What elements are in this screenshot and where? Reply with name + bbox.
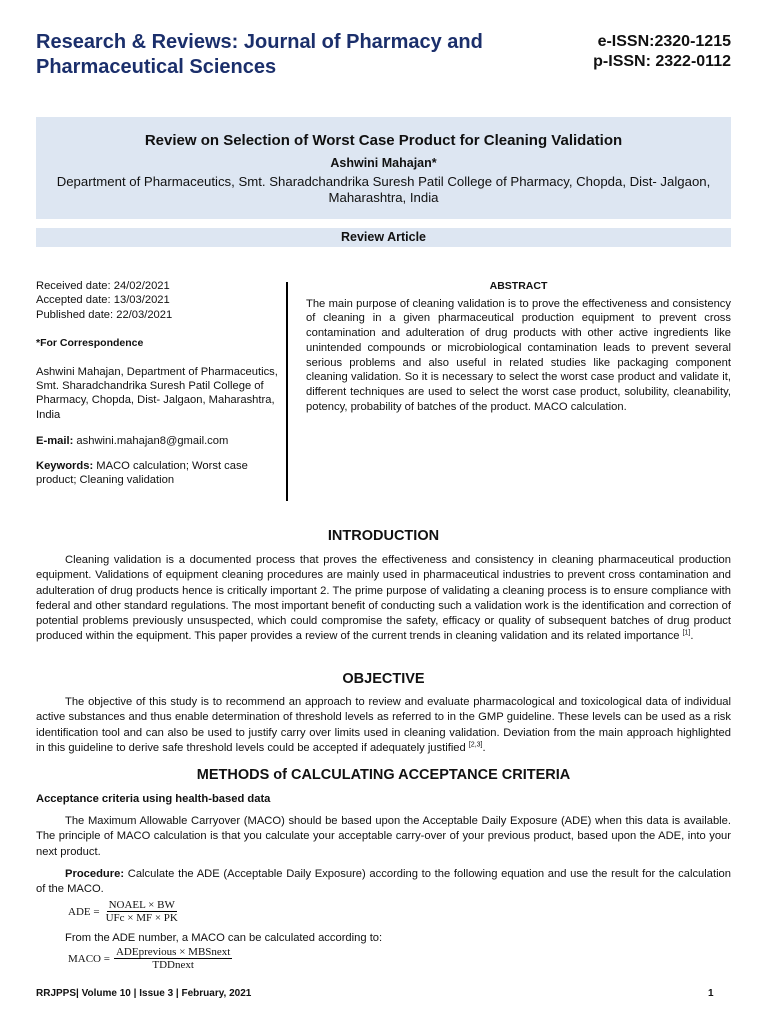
pissn: p-ISSN: 2322-0112 bbox=[593, 53, 731, 70]
maco-denominator: TDDnext bbox=[152, 959, 194, 971]
column-divider bbox=[286, 282, 288, 501]
ade-equation bbox=[68, 899, 180, 924]
methods-heading: METHODS of CALCULATING ACCEPTANCE CRITERIA bbox=[196, 767, 571, 783]
maco-numerator: ADEprevious × MBSnext bbox=[115, 946, 231, 958]
procedure-label: Procedure: bbox=[65, 868, 125, 880]
introduction-ref: [1] bbox=[682, 629, 691, 637]
email-address[interactable]: ashwini.mahajan8@gmail.com bbox=[73, 435, 229, 448]
objective-body: The objective of this study is to recommend an approach to review and evaluate pharmacological and toxicological data of individual active substances and thus enable determination of threshold levels as referred to in the GMP guideline. These levels can be used as a risk identification tool and can also be used to justify carry over limits used in cleaning validation. Deviation from the main approach highlighted in this guideline to derive safe threshold levels could be accepted if adequately justified bbox=[36, 696, 731, 754]
ade-fraction bbox=[104, 899, 180, 924]
footer-citation: RRJPPS| Volume 10 | Issue 3 | February, 2021 bbox=[36, 988, 252, 999]
article-meta bbox=[36, 279, 281, 487]
accepted-date: Accepted date: 13/03/2021 bbox=[36, 294, 170, 307]
journal-title bbox=[36, 30, 536, 80]
methods-subheading: Acceptance criteria using health-based data bbox=[36, 793, 271, 805]
ade-numerator: NOAEL × BW bbox=[108, 899, 175, 911]
ade-denominator: UFc × MF × PK bbox=[105, 912, 178, 924]
methods-para1: The Maximum Allowable Carryover (MACO) should be based upon the Acceptable Daily Exposure (ADE) when this data is available. The principle of MACO calculation is that you calculate your acceptable carry-over of your previous product, based upon the ADE, into your next product. bbox=[36, 815, 731, 858]
maco-fraction bbox=[114, 946, 232, 971]
objective-ref: [2,3] bbox=[468, 741, 483, 749]
author: Ashwini Mahajan* bbox=[330, 156, 437, 170]
correspondence-text: Ashwini Mahajan, Department of Pharmaceutics, Smt. Sharadchandrika Suresh Patil College of Pharmacy, Chopda, Dist- Jalgaon, Maharashtra, India bbox=[36, 365, 278, 421]
abstract-text: The main purpose of cleaning validation is to prove the effectiveness and consistency of cleaning in a given pharmaceutical production equipment to prevent cross contamination and adulteration of drug products with other active ingredients like unintended compounds or microbiological contamination leads to prevent several serious problems and also useful in related studies like packaging component cleaning validation. So it is necessary to select the worst case product and validate it, different techniques are used to select the worst case product, solubility, cleanability, potency, probability of batches of the product. MACO calculation. bbox=[306, 297, 731, 413]
abstract-heading: ABSTRACT bbox=[489, 280, 548, 292]
introduction-heading: INTRODUCTION bbox=[327, 528, 440, 544]
introduction-end: . bbox=[690, 630, 694, 643]
published-date: Published date: 22/03/2021 bbox=[36, 308, 173, 321]
affiliation: Department of Pharmaceutics, Smt. Sharadchandrika Suresh Patil College of Pharmacy, Chopda, Dist- Jalgaon, Maharashtra, India bbox=[56, 174, 711, 205]
objective-end: . bbox=[482, 741, 486, 754]
introduction-body: Cleaning validation is a documented process that proves the effectiveness and consistency in cleaning pharmaceutical production equipment. Validations of equipment cleaning procedures are mainly used in pharmaceutical industries to prevent cross contamination and adulteration of drug products hence is critically important 2. The prime purpose of validating a cleaning process is to ensure compliance with federal and other standard regulations. The most important benefit of conducting such a validation work is the identification and correction of potential problems previously unsuspected, which could compromise the safety, efficacy or quality of subsequent batches of drug product produced within the equipment. This paper provides a review of the current trends in cleaning validation and its related importance bbox=[36, 554, 731, 643]
page-number: 1 bbox=[708, 988, 714, 999]
procedure-para bbox=[36, 867, 731, 898]
keywords: MACO calculation; Worst case product; Cleaning validation bbox=[36, 459, 248, 487]
title-box bbox=[36, 117, 731, 219]
correspondence-label: *For Correspondence bbox=[36, 337, 144, 350]
received-date: Received date: 24/02/2021 bbox=[36, 280, 170, 292]
introduction-text bbox=[36, 553, 731, 645]
paper-title: Review on Selection of Worst Case Product for Cleaning Validation bbox=[144, 132, 623, 149]
journal-title-line2: Pharmaceutical Sciences bbox=[36, 56, 277, 78]
maco-lhs: MACO = bbox=[68, 952, 110, 965]
objective-text bbox=[36, 695, 731, 756]
keywords-label: Keywords: bbox=[36, 459, 94, 472]
email-label: E-mail: bbox=[36, 435, 74, 448]
procedure-text: Calculate the ADE (Acceptable Daily Exposure) according to the following equation and use the result for the calculation of the MACO. bbox=[36, 868, 731, 896]
issn-block bbox=[593, 32, 731, 72]
objective-heading: OBJECTIVE bbox=[342, 671, 425, 687]
maco-intro: From the ADE number, a MACO can be calculated according to: bbox=[65, 932, 383, 944]
journal-title-line1: Research & Reviews: Journal of Pharmacy and bbox=[36, 31, 483, 53]
ade-lhs: ADE = bbox=[68, 905, 100, 918]
abstract bbox=[306, 279, 731, 414]
article-type: Review Article bbox=[36, 228, 731, 247]
eissn: e-ISSN:2320-1215 bbox=[597, 33, 731, 50]
maco-equation bbox=[68, 946, 232, 971]
